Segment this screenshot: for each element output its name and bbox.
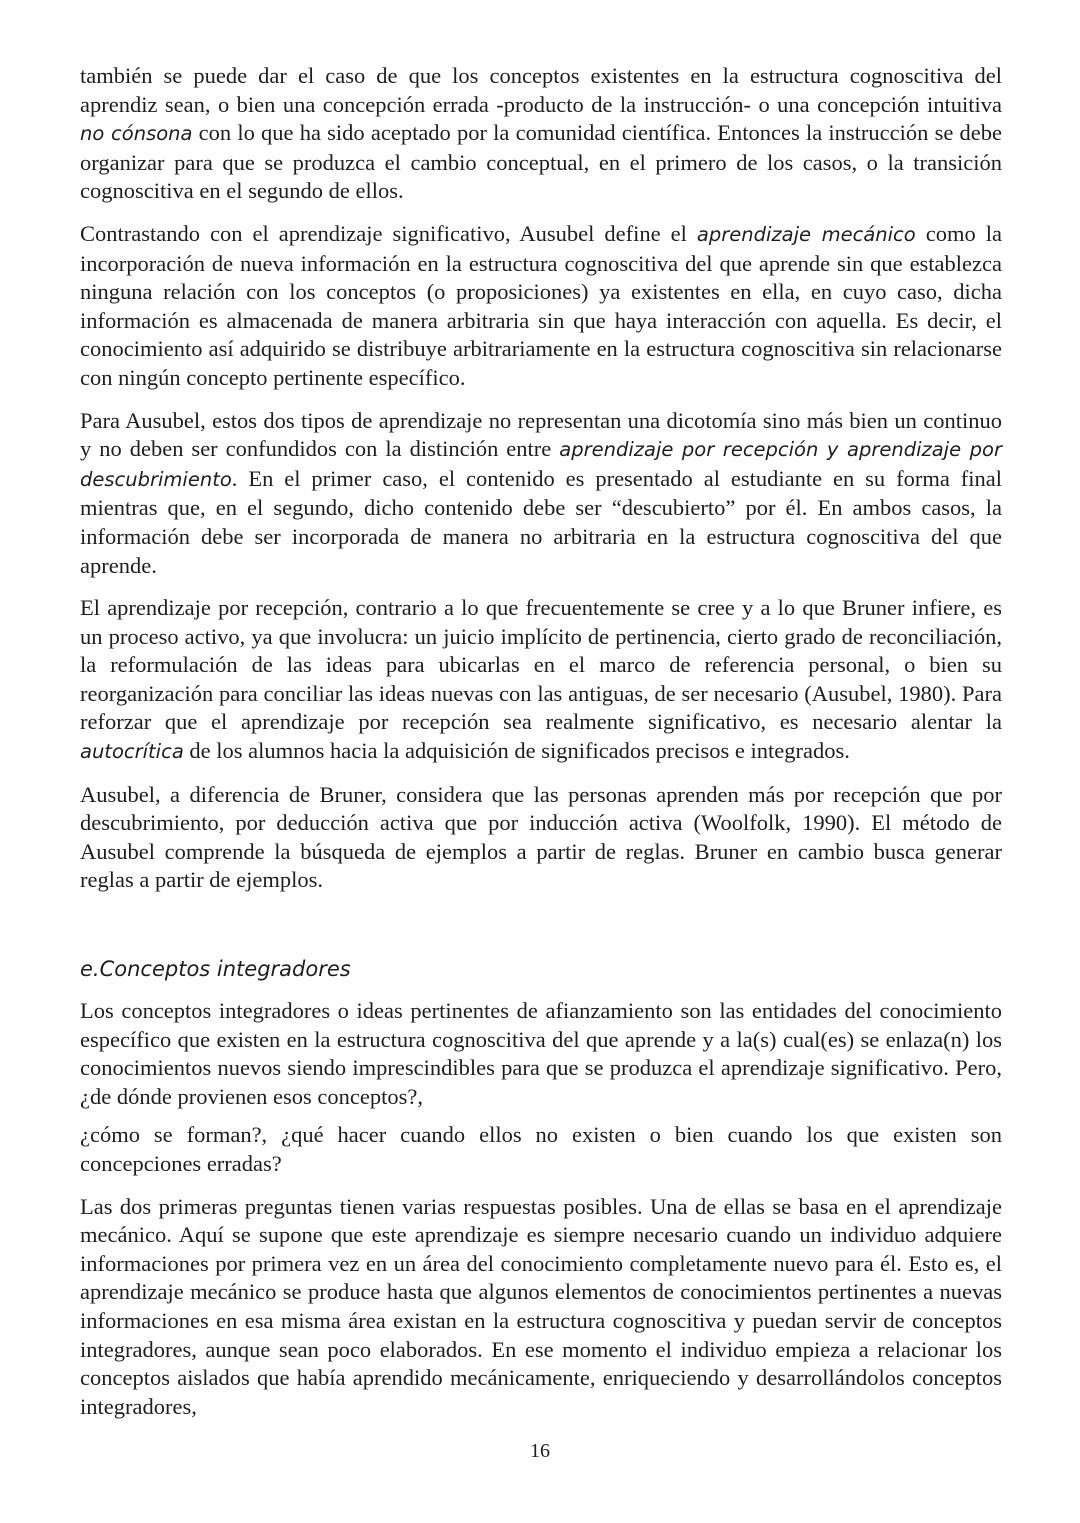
paragraph-ausubel-bruner: Ausubel, a diferencia de Bruner, considera que las personas aprenden más por recepción que por descubrimiento, por deducción activa que por inducción activa (Woolfolk, 1990). El método de Ausubel comprende la búsqueda de ejemplos a partir de reglas. Bruner en cambio busca generar reglas a partir de ejemplos.: [80, 781, 1002, 893]
paragraph-text: con lo que ha sido aceptado por la comunidad científica. Entonces la instrucción se debe organizar para que se produzca el cambio conceptual, en el primero de los casos, o la transición cognoscitiva en el segundo de ellos.: [80, 120, 1002, 204]
paragraph-respuestas: Las dos primeras preguntas tienen varias respuestas posibles. Una de ellas se basa en el aprendizaje mecánico. Aquí se supone que este aprendizaje es siempre necesario cuando un individuo adquiere informaciones por primera vez en un área del conocimiento completamente nuevo para él. Esto es, el aprendizaje mecánico se produce hasta que algunos elementos de conocimientos pertinentes a nuevas informaciones en esa misma área existan en la estructura cognoscitiva y puedan servir de conceptos integradores, aunque sean poco elaborados. En ese momento el individuo empieza a relacionar los conceptos aislados que había aprendido mecánicamente, enriqueciendo y desarrollándolos conceptos integradores,: [80, 1193, 1002, 1419]
paragraph-preguntas: ¿cómo se forman?, ¿qué hacer cuando ellos no existen o bien cuando los que existen son concepciones erradas?: [80, 1122, 1002, 1176]
paragraph-conceptos-integradores: Los conceptos integradores o ideas pertinentes de afianzamiento son las entidades del conocimiento específico que existen en la estructura cognoscitiva del que aprende y a la(s) cual(es) se enlaza(n) los conocimientos nuevos siendo imprescindibles para que se produzca el aprendizaje significativo. Pero, ¿de dónde provienen esos conceptos?,: [80, 998, 1002, 1109]
paragraph-aprendizaje-mecanico: [80, 220, 1002, 393]
paragraph-recepcion-descubrimiento: [80, 407, 1002, 581]
emphasis-aprendizaje-mecanico: aprendizaje mecánico: [696, 222, 916, 246]
emphasis-recepcion-descubrimiento: aprendizaje por recepción y aprendizaje por descubrimiento: [80, 438, 1002, 491]
paragraph-text: como la incorporación de nueva información en la estructura cognoscitiva del que aprende sin que establezca ninguna relación con los conceptos (o proposiciones) ya existentes en ella, en cuyo caso, dicha información es almacenada de manera arbitraria sin que haya interacción con aquella. Es decir, el conocimiento así adquirido se distribuye arbitrariamente en la estructura cognoscitiva sin relacionarse con ningún concepto pertinente específico.: [80, 220, 1002, 390]
paragraph-text: Contrastando con el aprendizaje significativo, Ausubel define el: [80, 220, 697, 246]
paragraph-proceso-activo: [80, 594, 1002, 767]
page-number: 16: [530, 1440, 550, 1462]
paragraph-text: de los alumnos hacia la adquisición de significados precisos e integrados.: [183, 738, 850, 764]
emphasis-no-consona: no cónsona: [80, 122, 193, 146]
emphasis-autocritica: autocrítica: [80, 740, 184, 764]
section-heading: e.Conceptos integradores: [80, 957, 351, 982]
page-body: [80, 62, 1002, 1435]
paragraph-text: Para Ausubel, estos dos tipos de aprendizaje no representan una dicotomía sino más bien un continuo y no deben ser confundidos con la distinción entre: [80, 407, 1002, 462]
paragraph-text: El aprendizaje por recepción, contrario a lo que frecuentemente se cree y a lo que Bruner infiere, es un proceso activo, ya que involucra: un juicio implícito de pertinencia, cierto grado de reconciliación, la reformulación de las ideas para ubicarlas en el marco de referencia personal, o bien su reorganización para conciliar las ideas nuevas con las antiguas, de ser necesario (Ausubel, 1980). Para reforzar que el aprendizaje por recepción sea realmente significativo, es necesario alentar la: [80, 595, 1002, 735]
paragraph-concepciones-erradas: [80, 62, 1002, 206]
paragraph-text: . En el primer caso, el contenido es presentado al estudiante en su forma final mientras que, en el segundo, dicho contenido debe ser “descubierto” por él. En ambos casos, la información debe ser incorporada de manera no arbitraria en la estructura cognoscitiva del que aprende.: [80, 465, 1002, 578]
paragraph-text: también se puede dar el caso de que los conceptos existentes en la estructura cognoscitiva del aprendiz sean, o bien una concepción errada -producto de la instrucción- o una concepción intuitiva: [80, 63, 1002, 117]
